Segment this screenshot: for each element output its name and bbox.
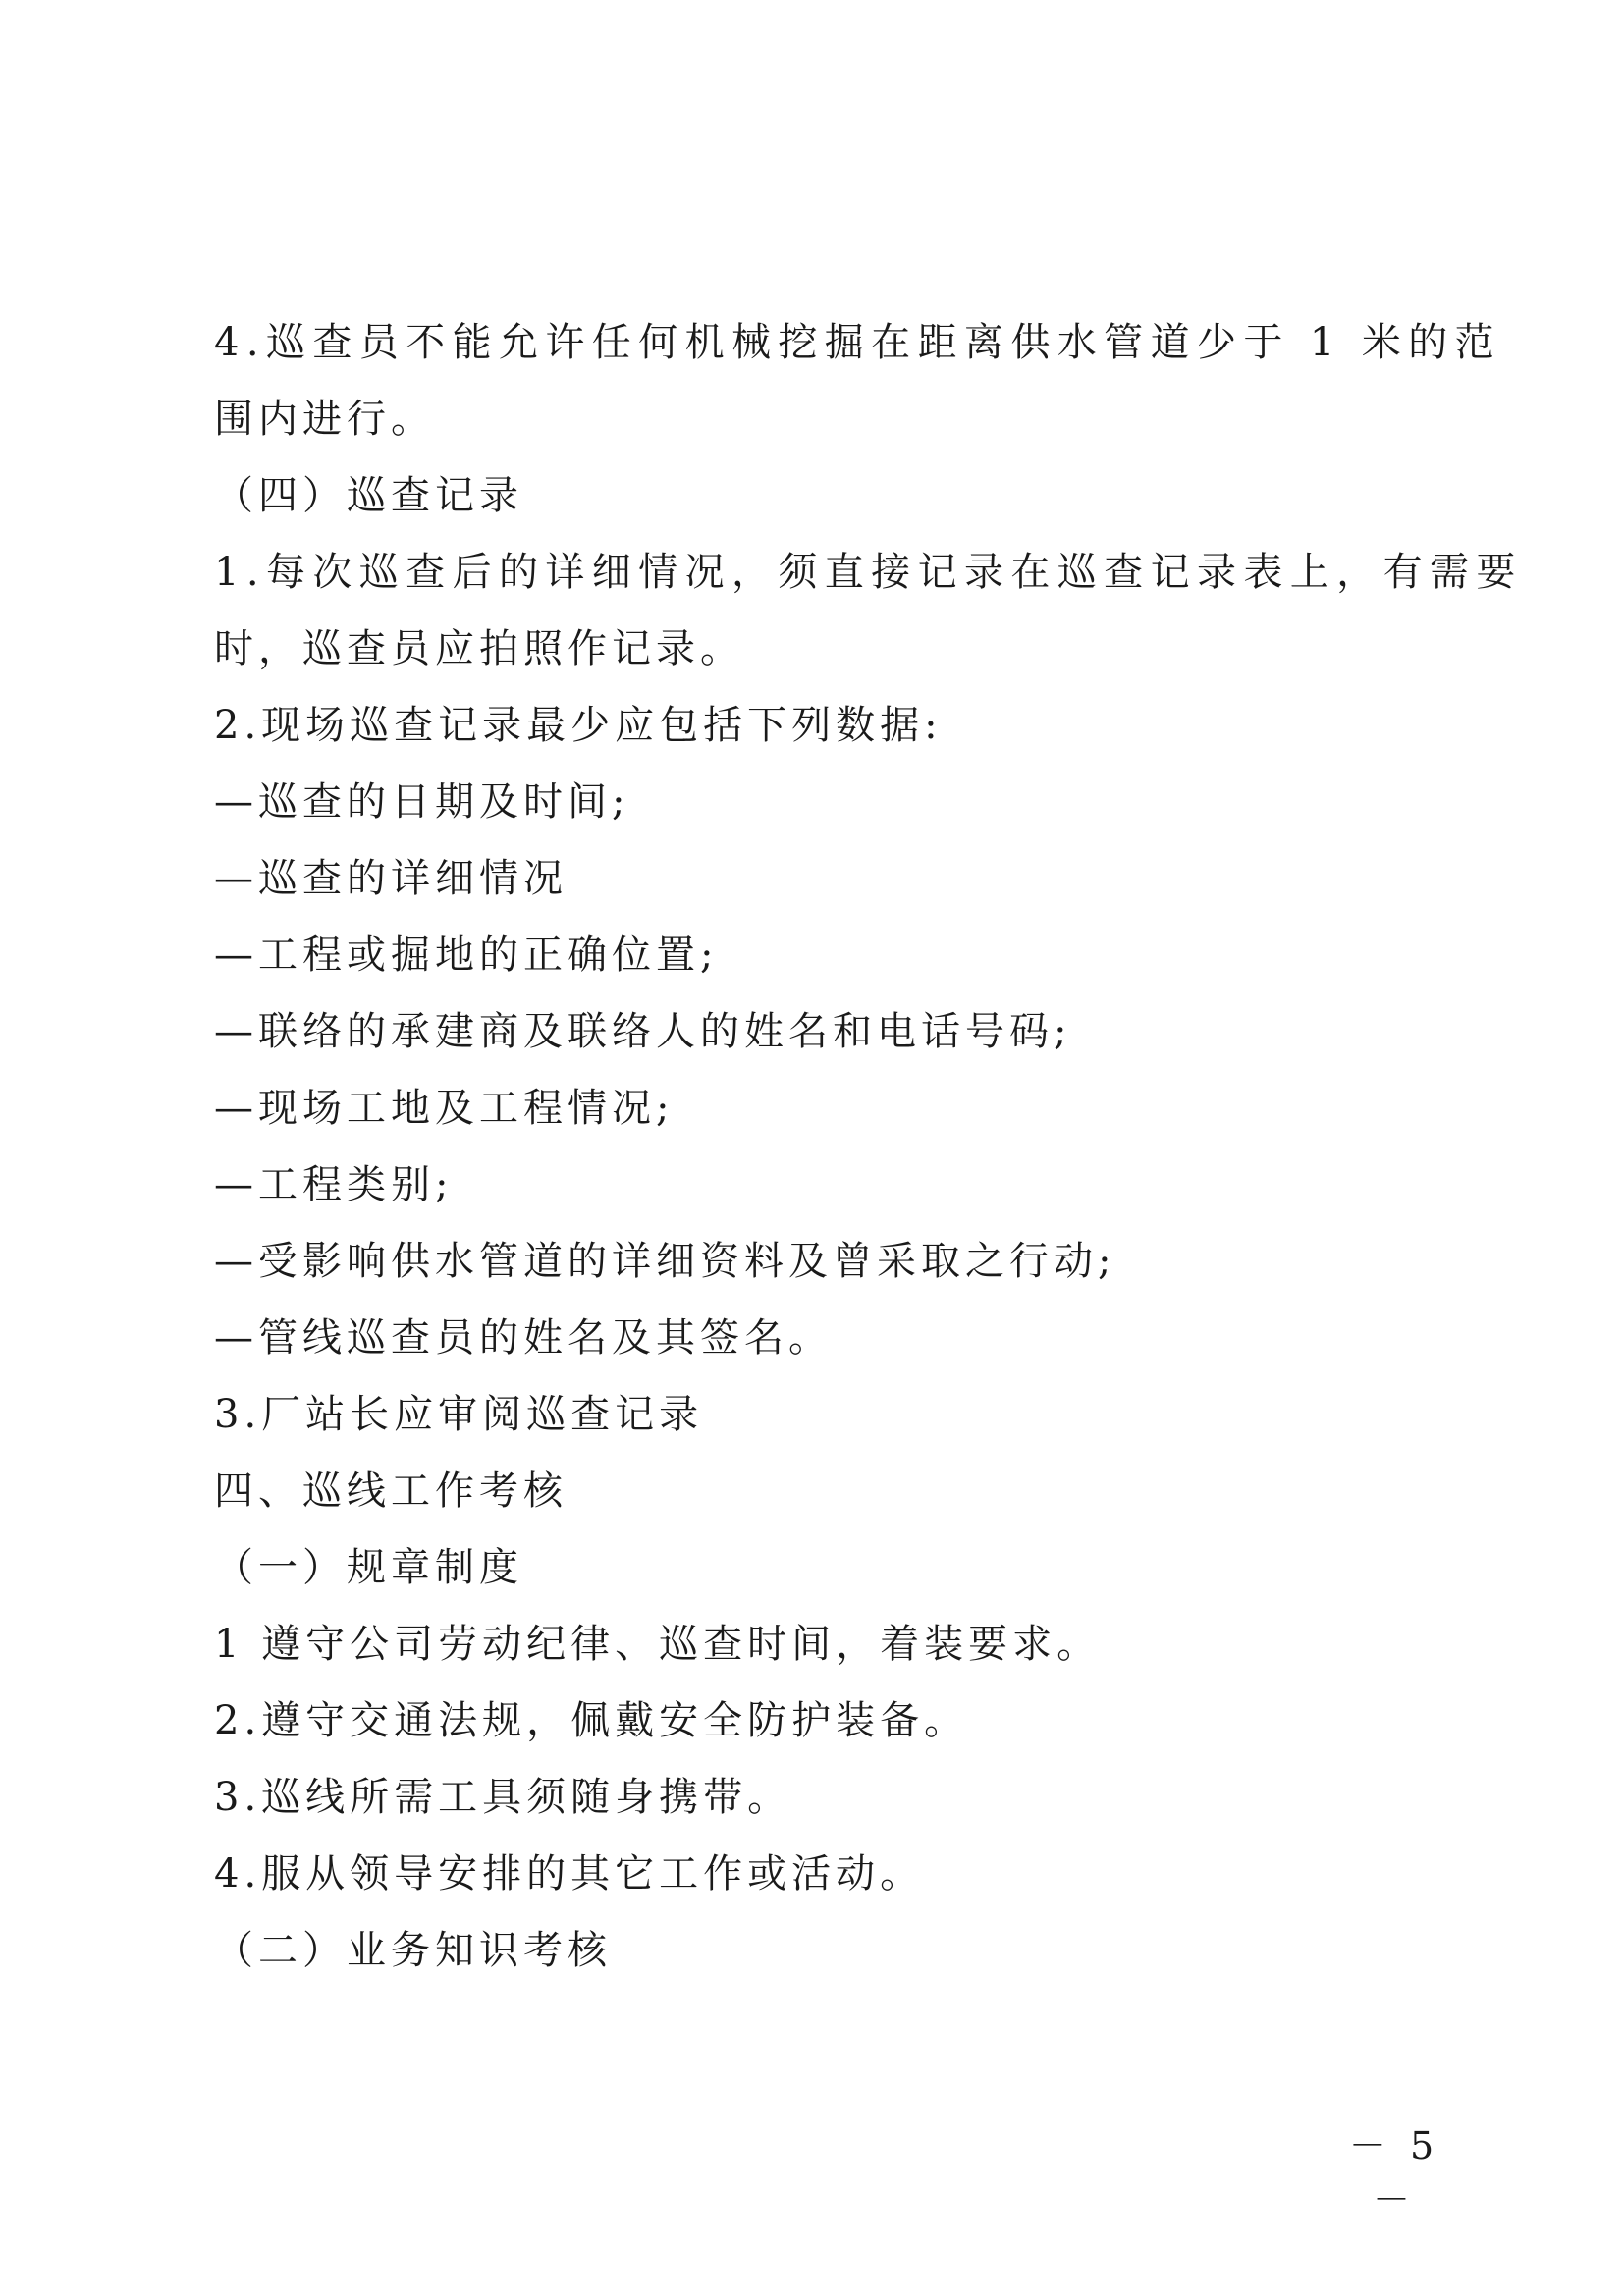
document-body [214, 304, 1523, 1989]
list-item: —巡查的日期及时间; [214, 779, 630, 825]
paragraph-line: 2.遵守交通法规，佩戴安全防护装备。 [214, 1698, 969, 1743]
paragraph-line: 4.巡查员不能允许任何机械挖掘在距离供水管道少于 1 米的范 [214, 320, 1502, 365]
section-heading: 四、巡线工作考核 [214, 1468, 568, 1514]
paragraph-line: 3.巡线所需工具须随身携带。 [214, 1775, 792, 1820]
paragraph-line: 时，巡查员应拍照作记录。 [214, 626, 744, 671]
list-item: —工程类别; [214, 1162, 454, 1207]
paragraph-line: 3.厂站长应审阅巡查记录 [214, 1392, 704, 1437]
paragraph-line: 4.服从领导安排的其它工作或活动。 [214, 1851, 925, 1896]
list-item: —受影响供水管道的详细资料及曾采取之行动; [214, 1239, 1116, 1284]
page-number: － 5 － [1348, 2124, 1440, 2221]
paragraph-line: 1.每次巡查后的详细情况，须直接记录在巡查记录表上，有需要 [214, 550, 1523, 595]
list-item: —现场工地及工程情况; [214, 1086, 675, 1131]
paragraph-line: 2.现场巡查记录最少应包括下列数据: [214, 703, 943, 748]
section-heading: （一）规章制度 [214, 1545, 523, 1590]
paragraph-line: 1 遵守公司劳动纪律、巡查时间，着装要求。 [214, 1622, 1102, 1667]
list-item: —巡查的详细情况 [214, 856, 568, 901]
list-item: —联络的承建商及联络人的姓名和电话号码; [214, 1009, 1072, 1054]
paragraph-line: 围内进行。 [214, 397, 435, 442]
section-heading: （二）业务知识考核 [214, 1928, 612, 1973]
list-item: —工程或掘地的正确位置; [214, 933, 719, 978]
list-item: —管线巡查员的姓名及其签名。 [214, 1315, 833, 1361]
section-heading: （四）巡查记录 [214, 473, 523, 518]
